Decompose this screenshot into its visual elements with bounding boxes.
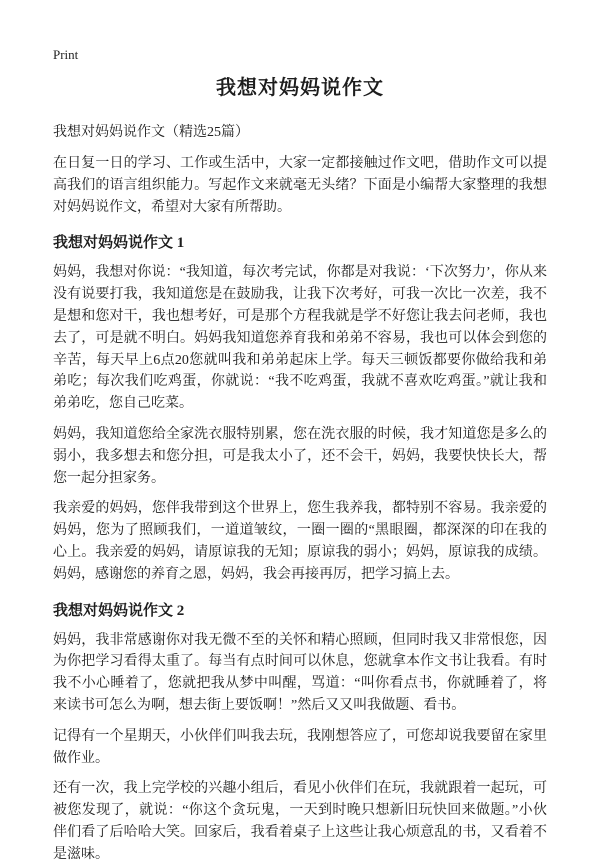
section-2-heading: 我想对妈妈说作文 2	[53, 602, 185, 619]
section-1-paragraph-1: 妈妈，我想对你说：“我知道，每次考完试，你都是对我说：‘下次努力’，你从来没有说要打我，我知道您是在鼓励我，让我下次考好，可我一次比一次差，我不是想和您对干，我也想考好，可是那个方程我就是学不好您让我去问老师，我也去了，可是就不明白。妈妈我知道您养育我和弟弟不容易，我也可以体会到您的辛苦，每天早上6点20您就叫我和弟弟起床上学。每天三顿饭都要你做给我和弟弟吃；每次我们吃鸡蛋，你就说：“我不吃鸡蛋，我就不喜欢吃鸡蛋。”就让我和弟弟吃，您自己吃菜。	[53, 265, 547, 412]
intro-paragraph: 在日复一日的学习、工作或生活中，大家一定都接触过作文吧，借助作文可以提高我们的语言组织能力。写起作文来就毫无头绪？下面是小编帮大家整理的我想对妈妈说作文，希望对大家有所帮助。	[53, 156, 547, 215]
page-title: 我想对妈妈说作文	[216, 77, 384, 99]
section-2-paragraph-3: 还有一次，我上完学校的兴趣小组后，看见小伙伴们在玩，我就跟着一起玩，可被您发现了，就说：“你这个贪玩鬼，一天到时晚只想新旧玩快回来做题。”小伙伴们看了后哈哈大笑。回家后，我看着桌子上这些让我心烦意乱的书，又看着不是滋味。	[53, 781, 547, 862]
section-1-paragraph-2: 妈妈，我知道您给全家洗衣服特别累，您在洗衣服的时候，我才知道您是多么的弱小，我多想去和您分担，可是我太小了，还不会干，妈妈，我要快快长大，帮您一起分担家务。	[53, 426, 547, 486]
document-subtitle: 我想对妈妈说作文（精选25篇）	[53, 125, 249, 140]
section-1-paragraph-3: 我亲爱的妈妈，您伴我带到这个世界上，您生我养我，都特别不容易。我亲爱的妈妈，您为了照顾我们，一道道皱纹，一圈一圈的“黑眼圈，都深深的印在我的心上。我亲爱的妈妈，请原谅我的无知；原谅我的弱小；妈妈，原谅我的成绩。妈妈，感谢您的养育之恩，妈妈，我会再接再厉，把学习搞上去。	[53, 501, 547, 582]
section-1-heading: 我想对妈妈说作文 1	[53, 235, 185, 252]
print-button[interactable]: Print	[53, 47, 79, 62]
section-2-paragraph-1: 妈妈，我非常感谢你对我无微不至的关怀和精心照顾，但同时我又非常恨您，因为你把学习看得太重了。每当有点时间可以休息，您就拿本作文书让我看。有时我不小心睡着了，您就把我从梦中叫醒，骂道：“叫你看点书，你就睡着了，将来读书可怎么为啊，想去街上要饭啊！”然后又又叫我做题、看书。	[53, 632, 547, 713]
section-2-paragraph-2: 记得有一个星期天，小伙伴们叫我去玩，我刚想答应了，可您却说我要留在家里做作业。	[53, 728, 547, 766]
